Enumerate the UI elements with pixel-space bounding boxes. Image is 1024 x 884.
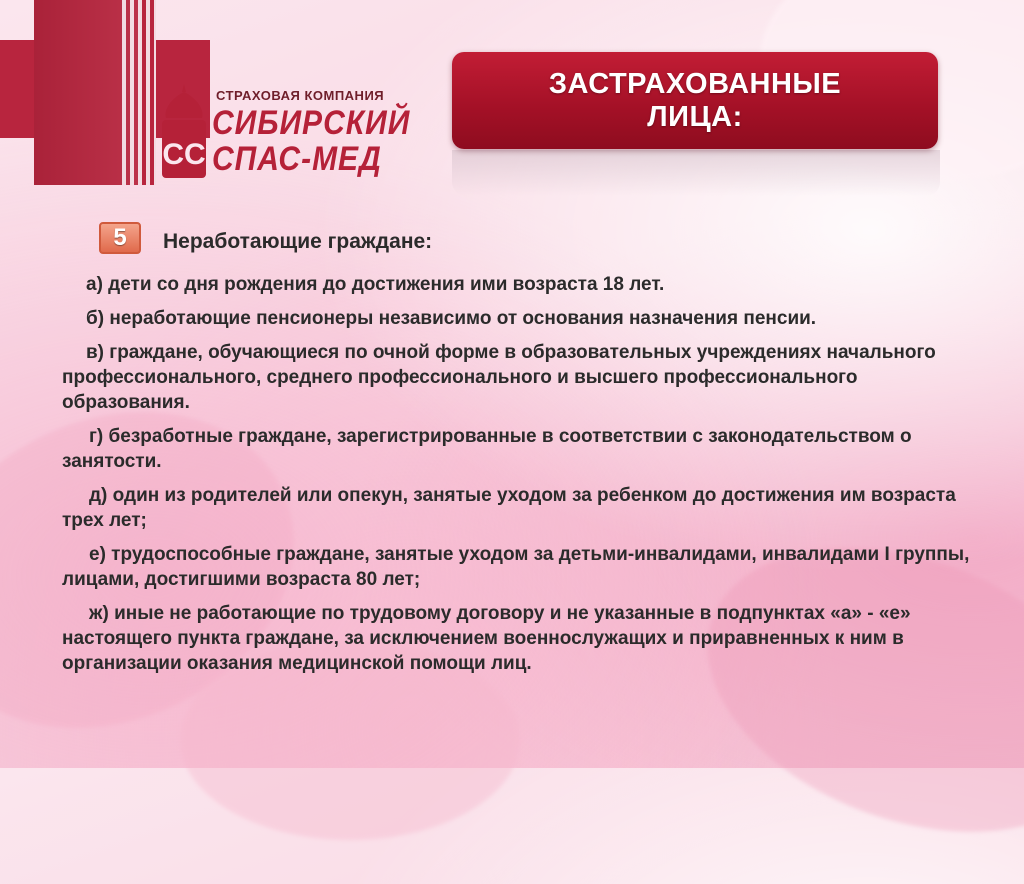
company-type-label: СТРАХОВАЯ КОМПАНИЯ bbox=[216, 88, 385, 103]
list-item: е) трудоспособные граждане, занятые уходом за детьми-инвалидами, инвалидами I группы, лицами, достигшими возраста 80 лет; bbox=[62, 544, 970, 590]
company-name-line2: СПАС-МЕД bbox=[212, 140, 382, 178]
title-banner-reflection bbox=[452, 150, 940, 196]
list-item: б) неработающие пенсионеры независимо от основания назначения пенсии. bbox=[86, 308, 817, 329]
section-number-badge: 5 bbox=[99, 222, 141, 254]
title-banner bbox=[452, 52, 938, 149]
list-item: д) один из родителей или опекун, занятые уходом за ребенком до достижения им возраста трех лет; bbox=[62, 485, 956, 531]
title-line2: ЛИЦА: bbox=[647, 100, 743, 133]
insured-persons-list bbox=[62, 272, 982, 685]
list-item: в) граждане, обучающиеся по очной форме в образовательных учреждениях начального профессионального, среднего профессионального и высшего профессионального образования. bbox=[62, 342, 936, 413]
list-item: а) дети со дня рождения до достижения ими возраста 18 лет. bbox=[86, 274, 665, 295]
list-item: г) безработные граждане, зарегистрированные в соответствии с законодательством о занятости. bbox=[62, 426, 912, 472]
svg-text:СС: СС bbox=[162, 138, 206, 171]
company-name-line1: СИБИРСКИЙ bbox=[212, 104, 411, 142]
title-line1: ЗАСТРАХОВАННЫЕ bbox=[548, 67, 842, 100]
section-heading: Неработающие граждане: bbox=[163, 230, 433, 253]
list-item: ж) иные не работающие по трудовому договору и не указанные в подпунктах «а» - «е» настоящего пункта граждане, за исключением военнослужащих и приравненных к ним в организации оказания медицинской помощи лиц. bbox=[62, 603, 911, 674]
church-dome-emblem-icon bbox=[158, 82, 210, 182]
company-logo bbox=[158, 82, 411, 182]
